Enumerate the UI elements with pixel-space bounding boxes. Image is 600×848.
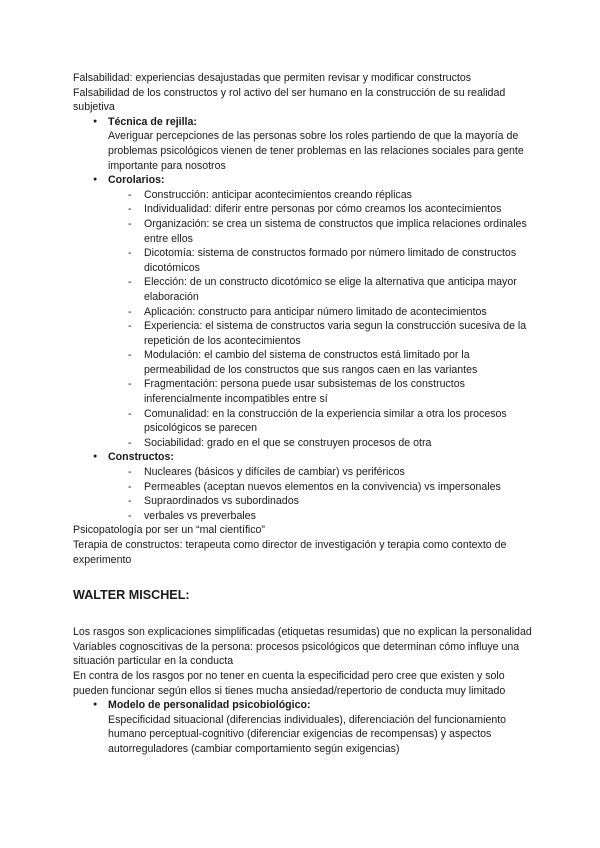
list-item: - Elección: de un constructo dicotómico se elige la alternativa que anticipa mayor elaboración	[128, 275, 533, 304]
bullet-constructos: ● Constructos:	[93, 450, 533, 465]
corolarios-list	[73, 188, 533, 451]
list-item: - Sociabilidad: grado en el que se construyen procesos de otra	[128, 436, 533, 451]
constructos-list	[73, 465, 533, 523]
bullet-modelo-personalidad: ● Modelo de personalidad psicobiológico:	[93, 698, 533, 713]
list-item: - Aplicación: constructo para anticipar número limitado de acontecimientos	[128, 305, 533, 320]
list-item: - Modulación: el cambio del sistema de constructos está limitado por la permeabilidad de los constructos que sus rangos caen en las variantes	[128, 348, 533, 377]
mischel-paragraph-variables: Variables cognoscitivas de la persona: procesos psicológicos que determinan cómo influye una situación particular en la conducta	[73, 640, 520, 668]
mischel-paragraph-rasgos: Los rasgos son explicaciones simplificadas (etiquetas resumidas) que no explican la personalidad	[73, 626, 532, 639]
list-item: - Individualidad: diferir entre personas por cómo creamos los acontecimientos	[128, 202, 533, 217]
modelo-body: Especificidad situacional (diferencias individuales), diferenciación del funcionamiento humano perceptual-cognitivo (diferenciar exigencias de recompensas) y aspectos autorreguladores (cambiar comportamiento según exigencias)	[108, 713, 507, 755]
bullet-tecnica-rejilla: ● Técnica de rejilla:	[93, 115, 533, 130]
section-heading-mischel: WALTER MISCHEL:	[73, 588, 190, 603]
list-item: - Nucleares (básicos y difíciles de cambiar) vs periféricos	[128, 465, 533, 480]
intro-line-falsabilidad: Falsabilidad: experiencias desajustadas que permiten revisar y modificar constructos	[73, 72, 472, 84]
list-item: - Permeables (aceptan nuevos elementos en la convivencia) vs impersonales	[128, 480, 533, 495]
list-item: - Dicotomía: sistema de constructos formado por número limitado de constructos dicotómicos	[128, 246, 533, 275]
intro-line-falsabilidad-constructos: Falsabilidad de los constructos y rol activo del ser humano en la construcción de su realidad subjetiva	[73, 86, 506, 114]
list-item: - Supraordinados vs subordinados	[128, 494, 533, 509]
list-item: - verbales vs preverbales	[128, 509, 533, 524]
bullet-corolarios: ● Corolarios:	[93, 173, 533, 188]
list-item: - Organización: se crea un sistema de constructos que implica relaciones ordinales entre ellos	[128, 217, 533, 246]
list-item: - Experiencia: el sistema de constructos varia segun la construcción sucesiva de la repetición de los acontecimientos	[128, 319, 533, 348]
rejilla-body: Averiguar percepciones de las personas sobre los roles partiendo de que la mayoría de problemas psicológicos vienen de tener problemas en las relaciones sociales para gente importante para nosotros	[108, 130, 524, 172]
psicopatologia-line: Psicopatología por ser un “mal científico”	[73, 524, 265, 537]
list-item: - Construcción: anticipar acontecimientos creando réplicas	[128, 188, 533, 203]
document-content	[73, 71, 533, 757]
list-item: - Comunalidad: en la construcción de la experiencia similar a otra los procesos psicológicos se parecen	[128, 407, 533, 436]
list-item: - Fragmentación: persona puede usar subsistemas de los constructos inferencialmente incompatibles entre sí	[128, 377, 533, 406]
terapia-line: Terapia de constructos: terapeuta como director de investigación y terapia como contexto de experimento	[73, 539, 507, 566]
mischel-paragraph-contra: En contra de los rasgos por no tener en cuenta la especificidad pero cree que existen y solo pueden funcionar según ellos si tienes mucha ansiedad/repertorio de conducta muy limitado	[73, 669, 506, 697]
